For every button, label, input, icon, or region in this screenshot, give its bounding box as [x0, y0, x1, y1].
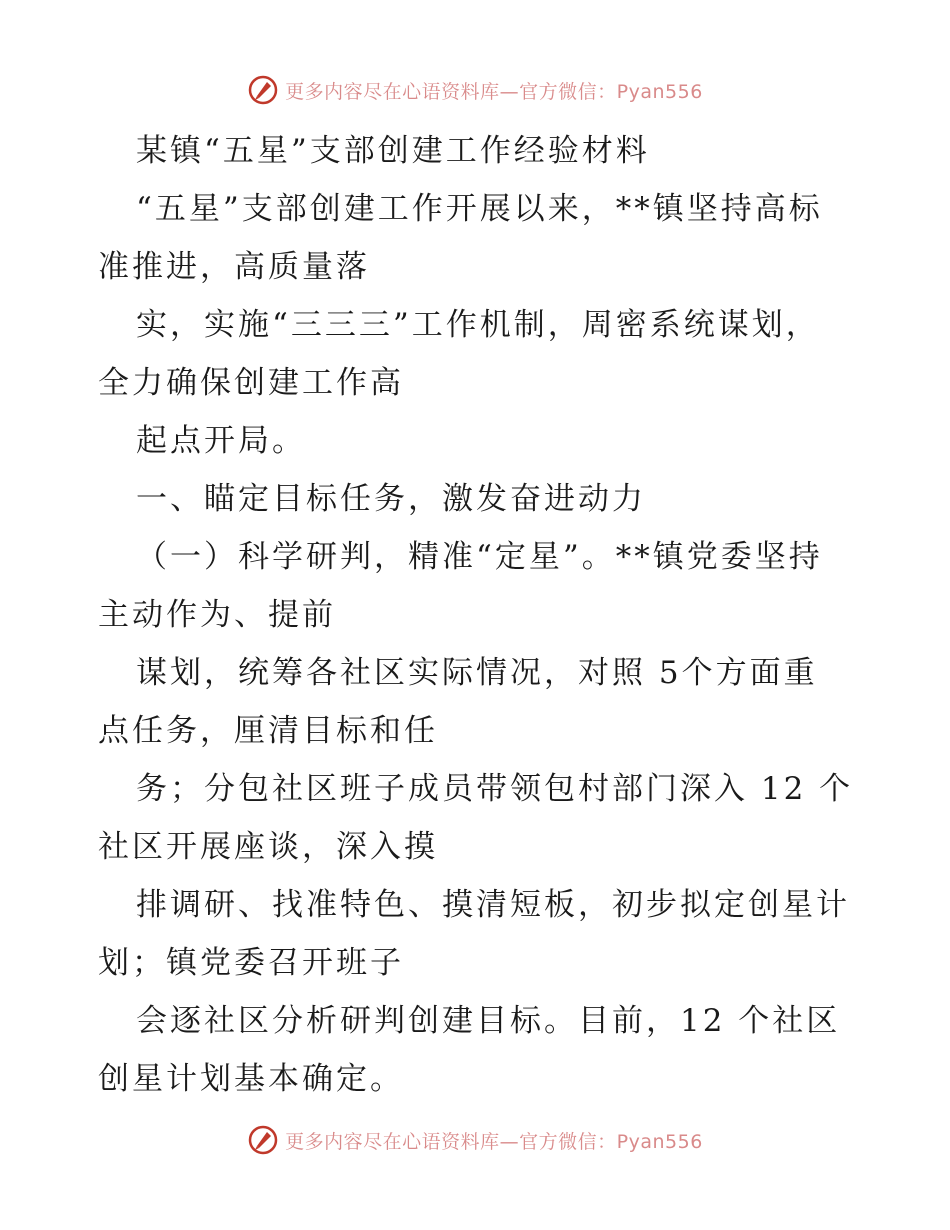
- paragraph-line: 划；镇党委召开班子: [98, 945, 404, 981]
- section-heading: 一、瞄定目标任务，激发奋进动力: [136, 481, 646, 517]
- paragraph-line: “五星”支部创建工作开展以来，**镇坚持高标: [136, 191, 823, 227]
- paragraph-line: 社区开展座谈，深入摸: [98, 829, 438, 865]
- watermark-footer: [0, 1120, 950, 1160]
- paragraph-line: 起点开局。: [136, 423, 306, 459]
- paragraph-line: 主动作为、提前: [98, 597, 336, 633]
- paragraph-line: 点任务，厘清目标和任: [98, 713, 438, 749]
- pen-nib-circle-icon: [247, 1124, 279, 1156]
- paragraph-line: 务；分包社区班子成员带领包村部门深入 12 个: [136, 771, 854, 807]
- paragraph-line: 会逐社区分析研判创建目标。目前，12 个社区: [136, 1003, 841, 1039]
- paragraph-line: 谋划，统筹各社区实际情况，对照 5个方面重: [136, 655, 818, 691]
- watermark-text: 更多内容尽在心语资料库—官方微信：Pyan556: [285, 80, 703, 103]
- watermark-text: 更多内容尽在心语资料库—官方微信：Pyan556: [285, 1130, 703, 1153]
- paragraph-line: 准推进，高质量落: [98, 249, 370, 285]
- paragraph-line: 全力确保创建工作高: [98, 365, 404, 401]
- paragraph-line: （一）科学研判，精准“定星”。**镇党委坚持: [136, 539, 823, 575]
- document-title: 某镇“五星”支部创建工作经验材料: [136, 133, 650, 169]
- watermark-header: [0, 70, 950, 110]
- paragraph-line: 排调研、找准特色、摸清短板，初步拟定创星计: [136, 887, 850, 923]
- paragraph-line: 实，实施“三三三”工作机制，周密系统谋划，: [136, 307, 820, 343]
- document-body: [98, 122, 858, 1108]
- paragraph-line: 创星计划基本确定。: [98, 1061, 404, 1097]
- pen-nib-circle-icon: [247, 74, 279, 106]
